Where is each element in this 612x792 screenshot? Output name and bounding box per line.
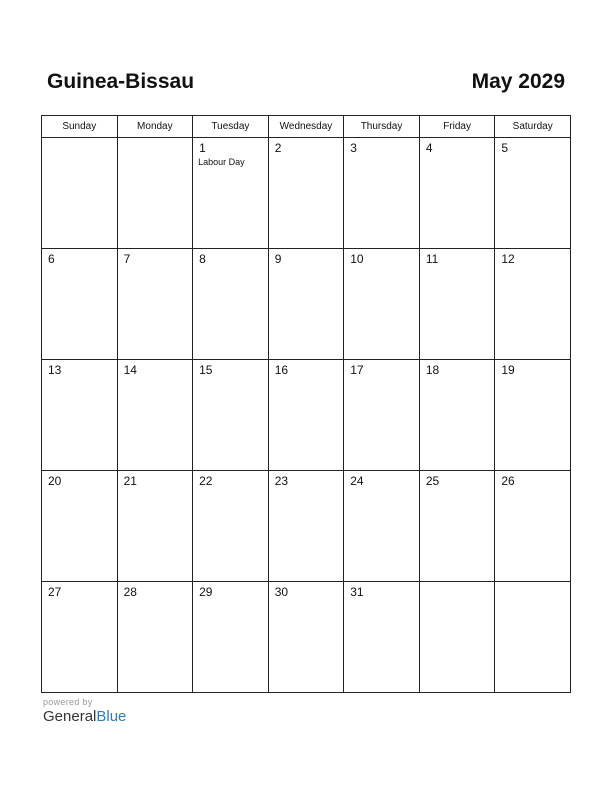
week-row	[42, 582, 571, 693]
day-cell	[117, 471, 193, 582]
day-number: 20	[48, 474, 62, 488]
day-number: 17	[350, 363, 364, 377]
day-cell	[268, 249, 344, 360]
day-number: 25	[425, 474, 440, 488]
day-cell	[495, 360, 571, 471]
month-year-title: May 2029	[471, 70, 565, 93]
day-number: 6	[48, 252, 55, 266]
weekday-header-row	[42, 116, 571, 138]
day-number	[495, 582, 570, 586]
day-cell	[42, 471, 118, 582]
day-cell	[117, 582, 193, 693]
day-number: 11	[425, 252, 439, 266]
weekday-header: Monday	[117, 116, 193, 138]
day-cell	[117, 138, 193, 249]
day-cell	[268, 360, 344, 471]
day-number: 12	[501, 252, 515, 266]
day-cell	[344, 138, 420, 249]
logo-text-general: General	[43, 708, 97, 725]
day-number: 5	[501, 141, 509, 155]
day-number: 27	[48, 585, 62, 599]
country-title: Guinea-Bissau	[47, 70, 195, 93]
week-row	[42, 249, 571, 360]
day-cell	[344, 360, 420, 471]
day-cell	[193, 360, 269, 471]
day-cell	[344, 582, 420, 693]
week-row	[42, 471, 571, 582]
day-cell	[495, 138, 571, 249]
weekday-header: Thursday	[344, 116, 420, 138]
day-cell	[495, 582, 571, 693]
day-cell	[268, 582, 344, 693]
day-cell	[344, 249, 420, 360]
day-cell	[419, 138, 495, 249]
day-number: 14	[123, 363, 137, 377]
day-cell	[42, 138, 118, 249]
week-row	[42, 360, 571, 471]
day-cell	[117, 249, 193, 360]
day-number: 10	[350, 252, 364, 266]
day-number: 24	[350, 474, 364, 488]
day-cell	[419, 360, 495, 471]
brand-footer	[43, 697, 126, 725]
day-cell	[193, 582, 269, 693]
day-number: 29	[199, 585, 213, 599]
day-number: 13	[48, 363, 62, 377]
day-number: 16	[274, 363, 289, 377]
day-cell	[42, 360, 118, 471]
day-number: 28	[123, 585, 137, 599]
calendar-grid	[41, 115, 571, 693]
day-cell	[495, 249, 571, 360]
day-number: 8	[199, 252, 206, 266]
day-number: 22	[199, 474, 213, 488]
day-number: 9	[274, 252, 282, 266]
day-cell	[344, 471, 420, 582]
day-number	[118, 138, 193, 142]
day-cell	[268, 138, 344, 249]
day-number: 23	[274, 474, 289, 488]
week-row	[42, 138, 571, 249]
day-cell	[193, 249, 269, 360]
day-cell	[419, 249, 495, 360]
generalblue-logo	[43, 708, 126, 725]
day-number	[42, 138, 117, 142]
day-cell	[193, 138, 269, 249]
day-cell	[419, 582, 495, 693]
weekday-header: Saturday	[495, 116, 571, 138]
day-number: 19	[501, 363, 515, 377]
day-cell	[193, 471, 269, 582]
weekday-header: Sunday	[42, 116, 118, 138]
day-cell	[495, 471, 571, 582]
holiday-label: Labour Day	[198, 157, 245, 167]
logo-text-blue: Blue	[96, 708, 127, 725]
day-number: 3	[350, 141, 357, 155]
day-number: 15	[199, 363, 213, 377]
day-cell	[268, 471, 344, 582]
day-number: 1	[199, 141, 206, 155]
day-number: 4	[425, 141, 433, 155]
day-cell	[419, 471, 495, 582]
day-cell	[42, 249, 118, 360]
day-number: 18	[425, 363, 440, 377]
day-number: 21	[123, 474, 137, 488]
powered-by-text: powered by	[43, 697, 93, 707]
day-number: 31	[350, 585, 364, 599]
weekday-header: Tuesday	[193, 116, 269, 138]
day-cell	[117, 360, 193, 471]
weekday-header: Wednesday	[268, 116, 344, 138]
weekday-header: Friday	[419, 116, 495, 138]
day-number: 26	[501, 474, 515, 488]
day-number: 7	[123, 252, 131, 266]
day-number: 30	[274, 585, 289, 599]
day-number	[420, 582, 495, 586]
day-cell	[42, 582, 118, 693]
day-number: 2	[274, 141, 282, 155]
